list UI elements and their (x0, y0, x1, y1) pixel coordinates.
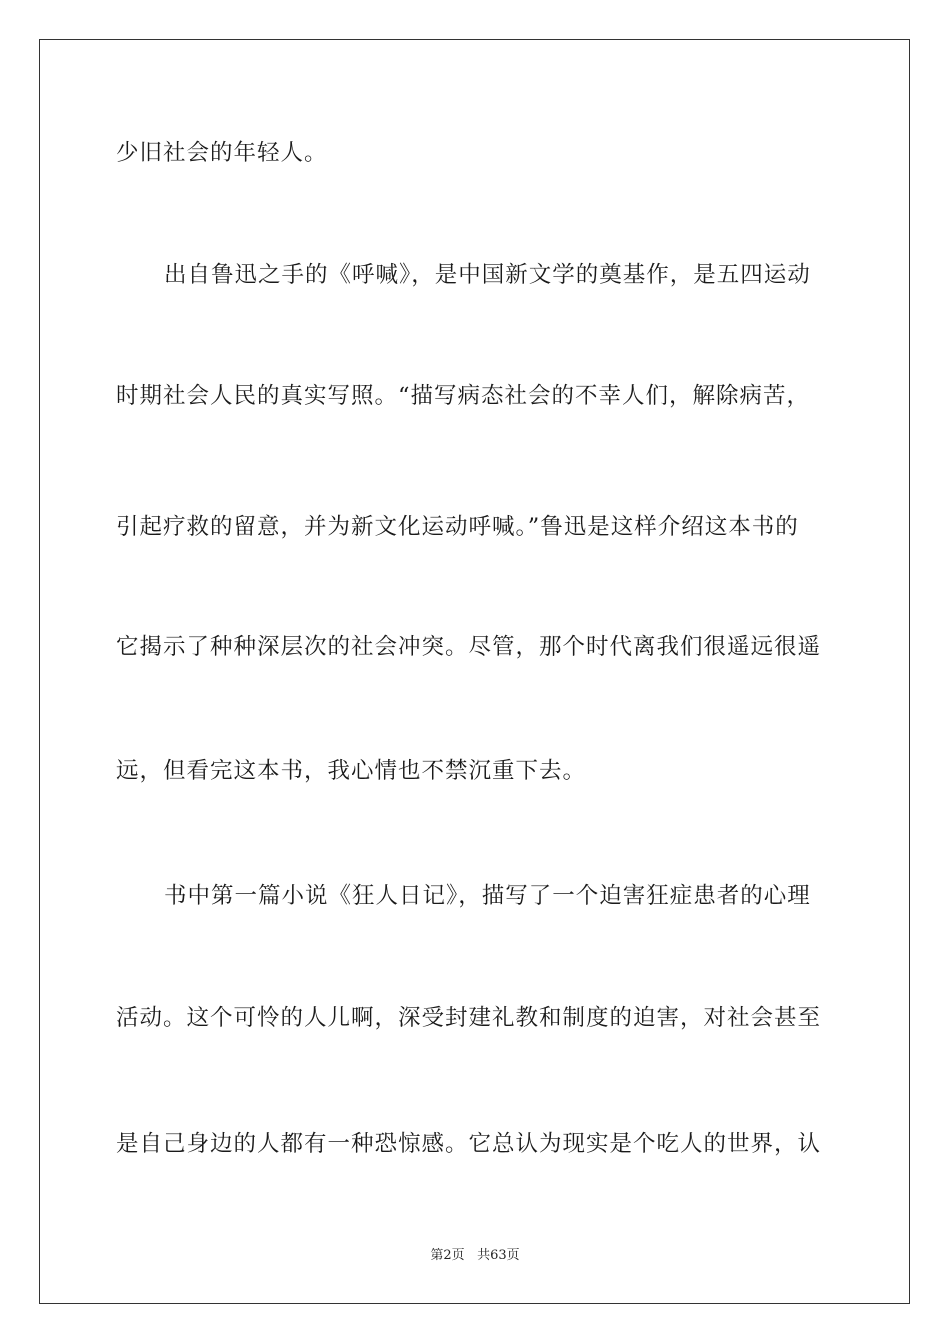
text-line-8: 活动。这个可怜的人儿啊，深受封建礼教和制度的迫害，对社会甚至 (116, 1005, 822, 1031)
page-border (39, 39, 910, 1304)
text-line-9: 是自己身边的人都有一种恐惊感。它总认为现实是个吃人的世界，认 (116, 1131, 822, 1157)
text-line-2: 出自鲁迅之手的《呼喊》，是中国新文学的奠基作，是五四运动 (164, 262, 811, 288)
page-total: 共63页 (477, 1248, 520, 1263)
text-line-7: 书中第一篇小说《狂人日记》，描写了一个迫害狂症患者的心理 (164, 883, 811, 909)
text-line-1: 少旧社会的年轻人。 (116, 140, 328, 166)
page-footer (0, 1244, 950, 1263)
text-line-6: 远，但看完这本书，我心情也不禁沉重下去。 (116, 758, 587, 784)
text-line-5: 它揭示了种种深层次的社会冲突。尽管，那个时代离我们很遥远很遥 (116, 634, 822, 660)
text-line-4: 引起疗救的留意，并为新文化运动呼喊。”鲁迅是这样介绍这本书的 (116, 514, 799, 540)
page-number: 第2页 (430, 1248, 465, 1263)
text-line-3: 时期社会人民的真实写照。“描写病态社会的不幸人们，解除病苦， (116, 383, 811, 409)
